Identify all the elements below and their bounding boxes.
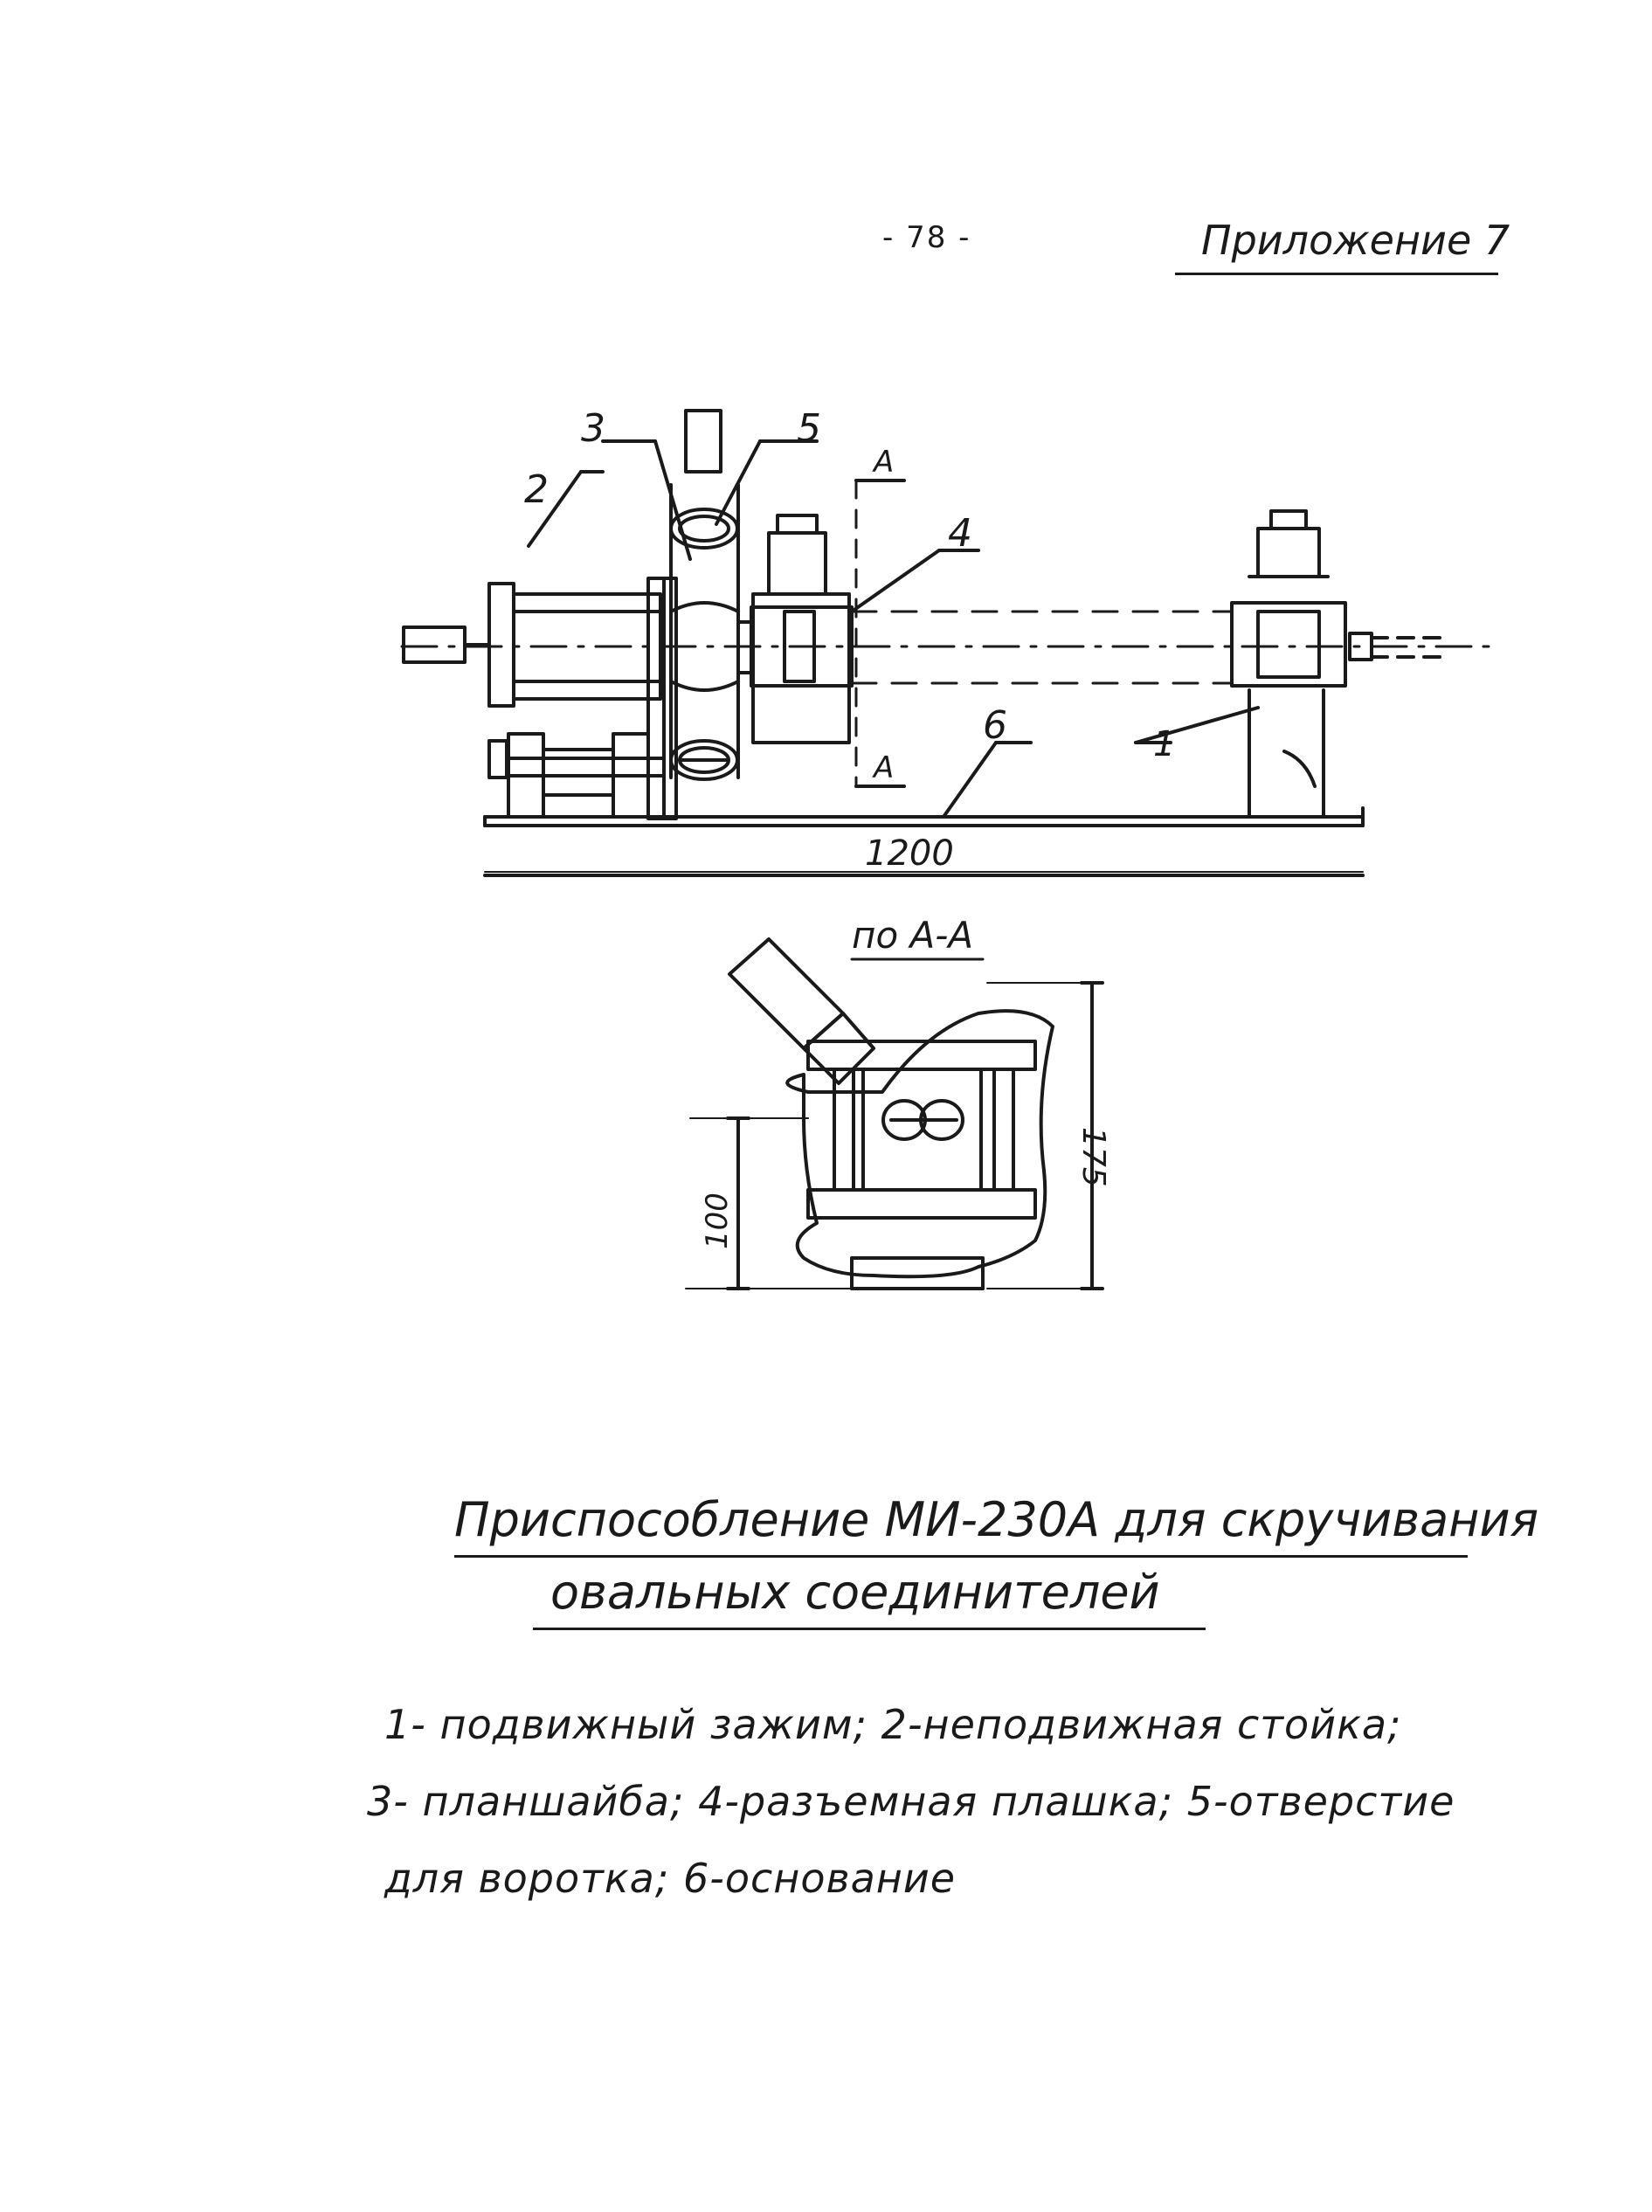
section-mark-bottom: A	[874, 750, 895, 785]
figure-caption	[454, 1485, 1539, 1630]
part-label-6: 6	[983, 703, 1007, 748]
base-dimension: 100	[700, 1192, 735, 1249]
part-label-3: 3	[581, 406, 605, 451]
caption-underline-2	[533, 1628, 1206, 1630]
legend-line-2: 3- планшайба; 4-разъемная плашка; 5-отверстие	[367, 1778, 1455, 1825]
caption-line-1: Приспособление МИ-230А для скручивания	[454, 1492, 1539, 1547]
part-label-5: 5	[797, 406, 821, 451]
caption-line-2: овальных соединителей	[550, 1565, 1160, 1620]
height-dimension: 175	[1075, 1127, 1111, 1187]
page-number: - 78 -	[882, 220, 971, 255]
part-label-4: 4	[948, 511, 972, 556]
section-view	[686, 939, 1102, 1289]
length-dimension: 1200	[865, 833, 954, 874]
section-mark-top: A	[874, 445, 895, 480]
legend-line-1: 1- подвижный зажим; 2-неподвижная стойка;	[384, 1701, 1402, 1748]
side-view	[402, 411, 1494, 875]
appendix-title: Приложение 7	[1201, 217, 1510, 264]
parts-legend	[367, 1686, 1590, 1917]
legend-line-3: для воротка; 6-основание	[384, 1855, 957, 1902]
part-label-1: 1	[1153, 724, 1176, 764]
part-label-2: 2	[524, 467, 549, 512]
section-title: по А-А	[852, 914, 974, 957]
